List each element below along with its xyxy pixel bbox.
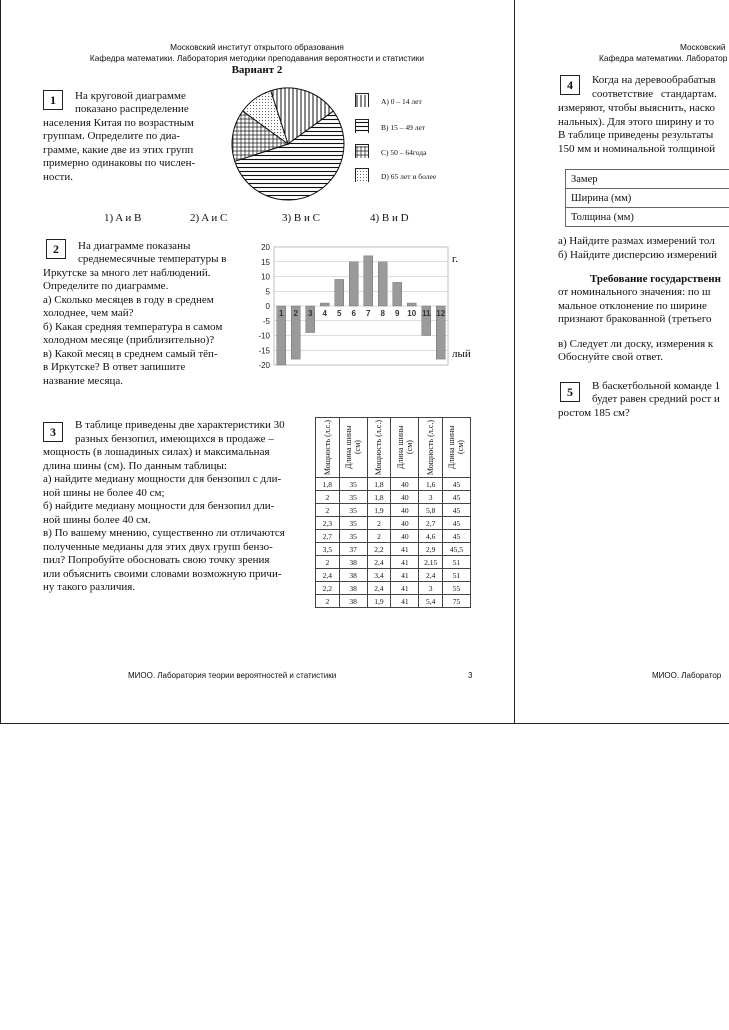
task4-question-b: б) Найдите дисперсию измерений: [558, 249, 717, 261]
task3-line-5: а) найдите медиану мощности для бензопил с дли-: [43, 473, 282, 485]
task3-line-6: ной шины не более 40 см;: [43, 487, 165, 499]
pie-chart: [228, 86, 348, 202]
table-cell: 1,9: [367, 504, 391, 517]
x-tick-label: 11: [422, 309, 431, 318]
task1-answer-3: 3) B и C: [282, 212, 320, 224]
task5-number: 5: [560, 382, 580, 402]
table-cell: 41: [391, 582, 419, 595]
table-cell: 5,8: [419, 504, 443, 517]
task2-line-9: в) Какой месяц в среднем самый тёп-: [43, 348, 218, 360]
table-cell: 3: [419, 491, 443, 504]
table-cell: 4,6: [419, 530, 443, 543]
table-cell: 35: [339, 517, 367, 530]
y-tick-label: 20: [261, 243, 270, 252]
table-cell: 2,7: [419, 517, 443, 530]
table-cell: 40: [391, 530, 419, 543]
task4-requirement-3: мальное отклонение по ширине: [558, 300, 707, 312]
task2-line-3: Иркутске за много лет наблюдений.: [43, 267, 211, 279]
table-cell: 37: [339, 543, 367, 556]
table-cell: 1,8: [316, 478, 340, 491]
x-tick-label: 4: [322, 309, 327, 318]
table-cell: 2,4: [316, 569, 340, 582]
task2-line-8: холодном месяце (приблизительно)?: [43, 334, 215, 346]
table-cell: 41: [391, 595, 419, 608]
table-row: [316, 478, 471, 491]
task3-line-10: полученные медианы для этих двух групп бензо-: [43, 541, 273, 553]
task1-number: 1: [43, 90, 63, 110]
task5-line-2: будет равен средний рост и: [592, 393, 720, 405]
right-header-department: Кафедра математики. Лаборатор: [599, 53, 728, 63]
table-cell: 41: [391, 569, 419, 582]
table-cell: 3,4: [367, 569, 391, 582]
x-tick-label: 6: [351, 309, 356, 318]
task3-line-13: ну такого различия.: [43, 581, 136, 593]
table-cell: 45: [442, 517, 470, 530]
task3-line-12: или объяснить своими словами возможную причи-: [43, 568, 282, 580]
bar-month-4: [320, 303, 329, 306]
table-cell: 1,8: [367, 491, 391, 504]
table-cell: 45: [442, 491, 470, 504]
task5-line-3: ростом 185 см?: [558, 407, 630, 419]
legend-swatch-d: [355, 168, 369, 182]
table-cell: 2: [316, 491, 340, 504]
task5-line-1: В баскетбольной команде 1: [592, 380, 721, 392]
legend-label-c: C) 50 – 64года: [381, 148, 427, 157]
table-cell: 35: [339, 491, 367, 504]
task1-answer-1: 1) A и B: [104, 212, 142, 224]
task4-requirement-1: Требование государственн: [590, 273, 721, 285]
table-cell: 40: [391, 491, 419, 504]
task2-line-4: Определите по диаграмме.: [43, 280, 169, 292]
y-tick-label: 15: [261, 257, 270, 267]
chainsaw-table-header: [316, 418, 471, 478]
table-row: [316, 491, 471, 504]
table-cell: 2,7: [316, 530, 340, 543]
table-cell: 35: [339, 530, 367, 543]
table-cell: 40: [391, 504, 419, 517]
task2-line-2: среднемесячные температуры в: [78, 253, 227, 265]
task4-requirement-4: признают бракованной (третьего: [558, 313, 712, 325]
table-cell: 38: [339, 569, 367, 582]
task4-line-3: измеряют, чтобы выяснить, наско: [558, 102, 716, 114]
task3-line-1: В таблице приведены две характеристики 30: [75, 419, 285, 431]
table-row: [316, 595, 471, 608]
x-tick-label: 8: [380, 309, 385, 318]
legend-label-a: A) 0 – 14 лет: [381, 97, 422, 106]
task4-number: 4: [560, 75, 580, 95]
task3-line-4: длина шины (см). По данным таблицы:: [43, 460, 227, 472]
table-row: [316, 504, 471, 517]
task4-line-4: нальных). Для этого ширину и то: [558, 116, 715, 128]
table-cell: 2,2: [367, 543, 391, 556]
x-tick-label: 12: [436, 309, 446, 318]
task1-answer-2: 2) A и C: [190, 212, 228, 224]
task3-line-2: разных бензопил, имеющихся в продаже –: [75, 433, 274, 445]
header-bar-1: Длина шины (см): [344, 425, 363, 470]
table-row: [316, 569, 471, 582]
task1-line-6: примерно одинаковы по числен-: [43, 157, 196, 169]
task3-line-7: б) найдите медиану мощности для бензопил дли-: [43, 500, 275, 512]
task3-line-3: мощность (в лошадиных силах) и максимальная: [43, 446, 270, 458]
task1-line-5: грамме, какие две из этих групп: [43, 144, 194, 156]
task4-question-c: в) Следует ли доску, измерения к: [558, 338, 714, 350]
task1-line-4: группам. Определите по диа-: [43, 130, 181, 142]
y-tick-label: -20: [258, 361, 270, 370]
temperature-bar-chart: [252, 242, 450, 370]
chainsaw-table: [315, 417, 471, 608]
table-cell: 2: [367, 517, 391, 530]
bar-month-10: [407, 303, 416, 306]
table-cell: 1,6: [419, 478, 443, 491]
table-cell: 2,4: [367, 582, 391, 595]
footer-left-page-number: 3: [468, 671, 473, 680]
task1-answer-4: 4) B и D: [370, 212, 409, 224]
table-cell: 45: [442, 478, 470, 491]
table-cell: 2,3: [316, 517, 340, 530]
board-table-row-width: Ширина (мм): [566, 189, 729, 208]
board-table-row-thickness: Толщина (мм): [566, 208, 729, 227]
task2-overflow-2: лый: [452, 348, 471, 360]
task2-line-10: в Иркутске? В ответ запишите: [43, 361, 186, 373]
task3-line-9: в) По вашему мнению, существенно ли отличаются: [43, 527, 285, 539]
task1-line-2: показано распределение: [75, 103, 189, 115]
y-tick-label: -5: [262, 316, 270, 326]
table-cell: 2,15: [419, 556, 443, 569]
x-tick-label: 5: [337, 309, 342, 318]
table-row: [316, 556, 471, 569]
legend-swatch-a: [355, 93, 369, 107]
legend-label-b: B) 15 – 49 лет: [381, 123, 426, 132]
table-cell: 3: [419, 582, 443, 595]
left-border: [0, 0, 1, 723]
table-cell: 38: [339, 556, 367, 569]
table-cell: 51: [442, 569, 470, 582]
x-tick-label: 1: [279, 309, 284, 318]
x-tick-label: 2: [293, 309, 298, 318]
task4-line-2: соответствие стандартам.: [592, 88, 717, 100]
bar-month-9: [393, 282, 402, 306]
table-row: [316, 582, 471, 595]
task4-question-c-2: Обоснуйте свой ответ.: [558, 351, 663, 363]
right-page: [515, 0, 729, 723]
table-cell: 35: [339, 504, 367, 517]
table-cell: 1,9: [367, 595, 391, 608]
legend-label-d: D) 65 лет и более: [381, 172, 437, 181]
task4-line-6: 150 мм и номинальной толщиной: [558, 143, 716, 155]
legend-swatch-b: [355, 119, 369, 133]
table-cell: 2,9: [419, 543, 443, 556]
variant-title: Вариант 2: [231, 64, 283, 76]
header-power-2: Мощность (л.с.): [374, 419, 384, 476]
table-cell: 2,2: [316, 582, 340, 595]
task2-line-6: холоднее, чем май?: [43, 307, 134, 319]
header-bar-3: Длина шины (см): [447, 425, 466, 470]
table-cell: 2: [367, 530, 391, 543]
legend-swatch-c: [355, 144, 369, 158]
table-cell: 45: [442, 530, 470, 543]
header-institute: Московский институт открытого образования: [170, 42, 344, 52]
task2-line-5: а) Сколько месяцев в году в среднем: [43, 294, 214, 306]
bar-month-7: [364, 256, 373, 306]
y-tick-label: 5: [265, 287, 270, 297]
task2-line-11: название месяца.: [43, 375, 124, 387]
task4-line-5: В таблице приведены результаты: [558, 129, 714, 141]
bar-month-6: [349, 262, 358, 306]
task1-line-3: населения Китая по возрастным: [43, 117, 194, 129]
y-tick-label: -10: [258, 331, 270, 341]
bar-month-5: [335, 279, 344, 306]
header-bar-2: Длина шины (см): [395, 425, 414, 470]
task2-line-1: На диаграмме показаны: [78, 240, 191, 252]
task2-number: 2: [46, 239, 66, 259]
x-tick-label: 3: [308, 309, 313, 318]
table-cell: 2: [316, 595, 340, 608]
table-cell: 75: [442, 595, 470, 608]
table-cell: 38: [339, 595, 367, 608]
footer-left-text: МИОО. Лаборатория теории вероятностей и статистики: [128, 671, 337, 680]
right-header-institute: Московский: [680, 42, 726, 52]
task3-line-11: пил? Попробуйте обосновать свою точку зрения: [43, 554, 270, 566]
y-tick-label: -15: [258, 346, 270, 356]
table-cell: 2: [316, 556, 340, 569]
table-row: [316, 543, 471, 556]
table-cell: 2,4: [419, 569, 443, 582]
task2-overflow-1: г.: [452, 253, 459, 265]
table-cell: 2,4: [367, 556, 391, 569]
header-department: Кафедра математики. Лаборатория методики преподавания вероятности и статистики: [89, 53, 425, 63]
task4-question-a: а) Найдите размах измерений тол: [558, 235, 715, 247]
table-cell: 40: [391, 478, 419, 491]
header-power-1: Мощность (л.с.): [322, 419, 332, 476]
table-cell: 45,5: [442, 543, 470, 556]
board-measurement-table: [565, 169, 729, 227]
task3-number: 3: [43, 422, 63, 442]
table-cell: 2: [316, 504, 340, 517]
y-tick-label: 10: [261, 272, 270, 282]
table-cell: 41: [391, 556, 419, 569]
table-cell: 38: [339, 582, 367, 595]
task4-line-1: Когда на деревообрабатыв: [592, 74, 716, 86]
task3-line-8: ной шины более 40 см.: [43, 514, 151, 526]
table-cell: 35: [339, 478, 367, 491]
board-table-row-measure: Замер: [566, 170, 729, 189]
table-row: [316, 530, 471, 543]
table-cell: 5,4: [419, 595, 443, 608]
table-cell: 40: [391, 517, 419, 530]
x-tick-label: 10: [407, 309, 417, 318]
footer-right-text: МИОО. Лаборатор: [652, 671, 722, 680]
task2-line-7: б) Какая средняя температура в самом: [43, 321, 223, 333]
x-tick-label: 9: [395, 309, 400, 318]
table-cell: 51: [442, 556, 470, 569]
table-cell: 55: [442, 582, 470, 595]
task1-line-1: На круговой диаграмме: [75, 90, 186, 102]
header-power-3: Мощность (л.с.): [426, 419, 436, 476]
table-cell: 3,5: [316, 543, 340, 556]
table-cell: 1,8: [367, 478, 391, 491]
y-tick-label: 0: [265, 302, 270, 311]
table-cell: 41: [391, 543, 419, 556]
table-cell: 45: [442, 504, 470, 517]
x-tick-label: 7: [366, 309, 371, 318]
task4-requirement-2: от номинального значения: по ш: [558, 286, 711, 298]
table-row: [316, 517, 471, 530]
bar-month-8: [378, 262, 387, 306]
task1-line-7: ности.: [43, 171, 73, 183]
